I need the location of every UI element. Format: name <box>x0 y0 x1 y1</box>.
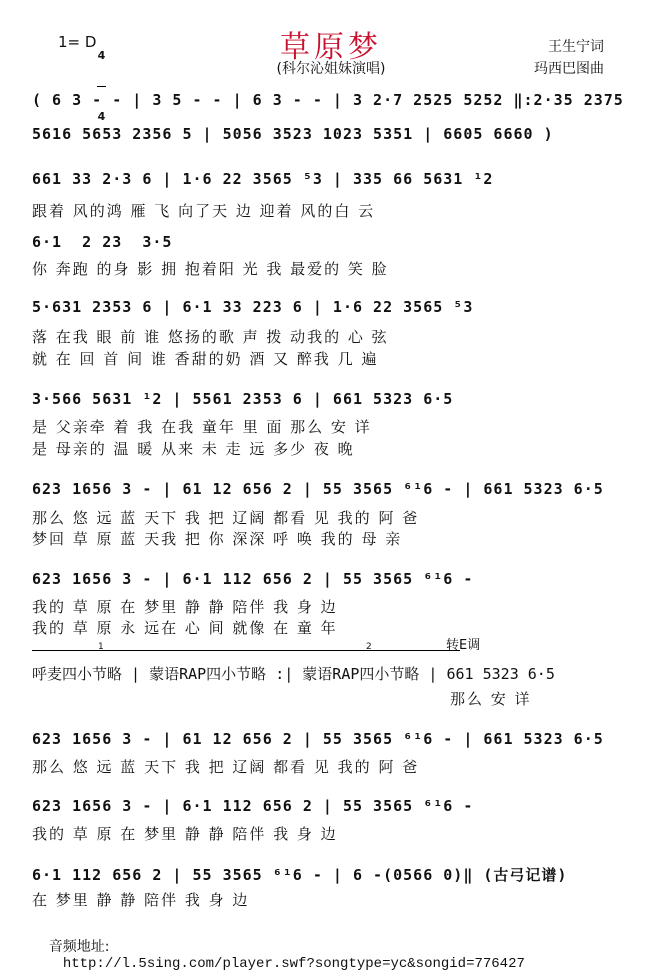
lyric-line-5b: 就 在 回 首 间 谁 香甜的奶 酒 又 醉我 几 遍 <box>32 350 379 368</box>
score-line-12: 6·1 112 656 2 | 55 3565 ⁶¹6 - | 6 -(0566 0)‖ (古弓记谱) <box>32 866 568 884</box>
score-line-4: 6·1 2 23 3·5 <box>32 233 173 251</box>
lyric-line-8a: 我的 草 原 在 梦里 静 静 陪伴 我 身 边 <box>32 598 338 616</box>
volta-number-2: 2 <box>366 642 372 652</box>
lyricist-credit: 王生宁词 <box>548 39 604 55</box>
lyric-line-3a: 跟着 风的鸿 雁 飞 向了天 边 迎着 风的白 云 <box>32 202 376 220</box>
key-signature: 1= D <box>58 33 97 51</box>
score-line-11: 623 1656 3 - | 6·1 112 656 2 | 55 3565 ⁶¹6 - <box>32 797 474 815</box>
audio-address <box>32 920 525 972</box>
audio-label: 音频地址: <box>48 939 110 955</box>
lyric-line-8b: 我的 草 原 永 远在 心 间 就像 在 童 年 <box>32 619 338 637</box>
lyric-line-6a: 是 父亲牵 着 我 在我 童年 里 面 那么 安 详 <box>32 418 372 436</box>
lyric-line-4a: 你 奔跑 的身 影 拥 抱着阳 光 我 最爱的 笑 脸 <box>32 260 389 278</box>
lyric-line-5a: 落 在我 眼 前 谁 悠扬的歌 声 拨 动我的 心 弦 <box>32 328 389 346</box>
composer-credit: 玛西巴图曲 <box>534 61 604 77</box>
song-title: 草原梦 <box>280 30 382 65</box>
score-line-7: 623 1656 3 - | 61 12 656 2 | 55 3565 ⁶¹6 - | 661 5323 6·5 <box>32 480 604 498</box>
score-line-6: 3·566 5631 ¹2 | 5561 2353 6 | 661 5323 6·5 <box>32 390 454 408</box>
score-line-2: 5616 5653 2356 5 | 5056 3523 1023 5351 | 6605 6660 ) <box>32 125 554 143</box>
time-signature-top: 4 <box>97 49 106 62</box>
time-signature-bottom: 4 <box>97 110 106 123</box>
time-signature-bar <box>97 86 106 87</box>
modulation-mark: 转E调 <box>446 638 481 653</box>
score-line-3: 661 33 2·3 6 | 1·6 22 3565 ⁵3 | 335 66 5631 ¹2 <box>32 170 494 188</box>
score-line-10: 623 1656 3 - | 61 12 656 2 | 55 3565 ⁶¹6 - | 661 5323 6·5 <box>32 730 604 748</box>
lyric-line-6b: 是 母亲的 温 暖 从来 未 走 远 多少 夜 晚 <box>32 440 355 458</box>
score-line-8: 623 1656 3 - | 6·1 112 656 2 | 55 3565 ⁶¹6 - <box>32 570 474 588</box>
lyric-line-12a: 在 梦里 静 静 陪伴 我 身 边 <box>32 891 250 909</box>
score-line-9: 呼麦四小节略 | 蒙语RAP四小节略 :| 蒙语RAP四小节略 | 661 5323 6·5 <box>32 665 555 683</box>
lyric-line-10a: 那么 悠 远 蓝 天下 我 把 辽阔 都看 见 我的 阿 爸 <box>32 758 420 776</box>
lyric-line-7b: 梦回 草 原 蓝 天我 把 你 深深 呼 唤 我的 母 亲 <box>32 530 403 548</box>
lyric-line-11a: 我的 草 原 在 梦里 静 静 陪伴 我 身 边 <box>32 825 338 843</box>
score-line-5: 5·631 2353 6 | 6·1 33 223 6 | 1·6 22 3565 ⁵3 <box>32 298 474 316</box>
score-line-1: ( 6 3 - - | 3 5 - - | 6 3 - - | 3 2·7 2525 5252 ‖:2·35 2375 <box>32 91 624 109</box>
lyric-line-7a: 那么 悠 远 蓝 天下 我 把 辽阔 都看 见 我的 阿 爸 <box>32 509 420 527</box>
lyric-line-9a: 那么 安 详 <box>450 690 532 708</box>
audio-url-link[interactable]: http://l.5sing.com/player.swf?songtype=yc&songid=776427 <box>62 956 525 972</box>
performer-subtitle: (科尔沁姐妹演唱) <box>276 61 386 77</box>
time-signature <box>97 26 106 135</box>
volta-number-1: 1 <box>98 642 104 652</box>
volta-bracket-2 <box>300 650 460 651</box>
